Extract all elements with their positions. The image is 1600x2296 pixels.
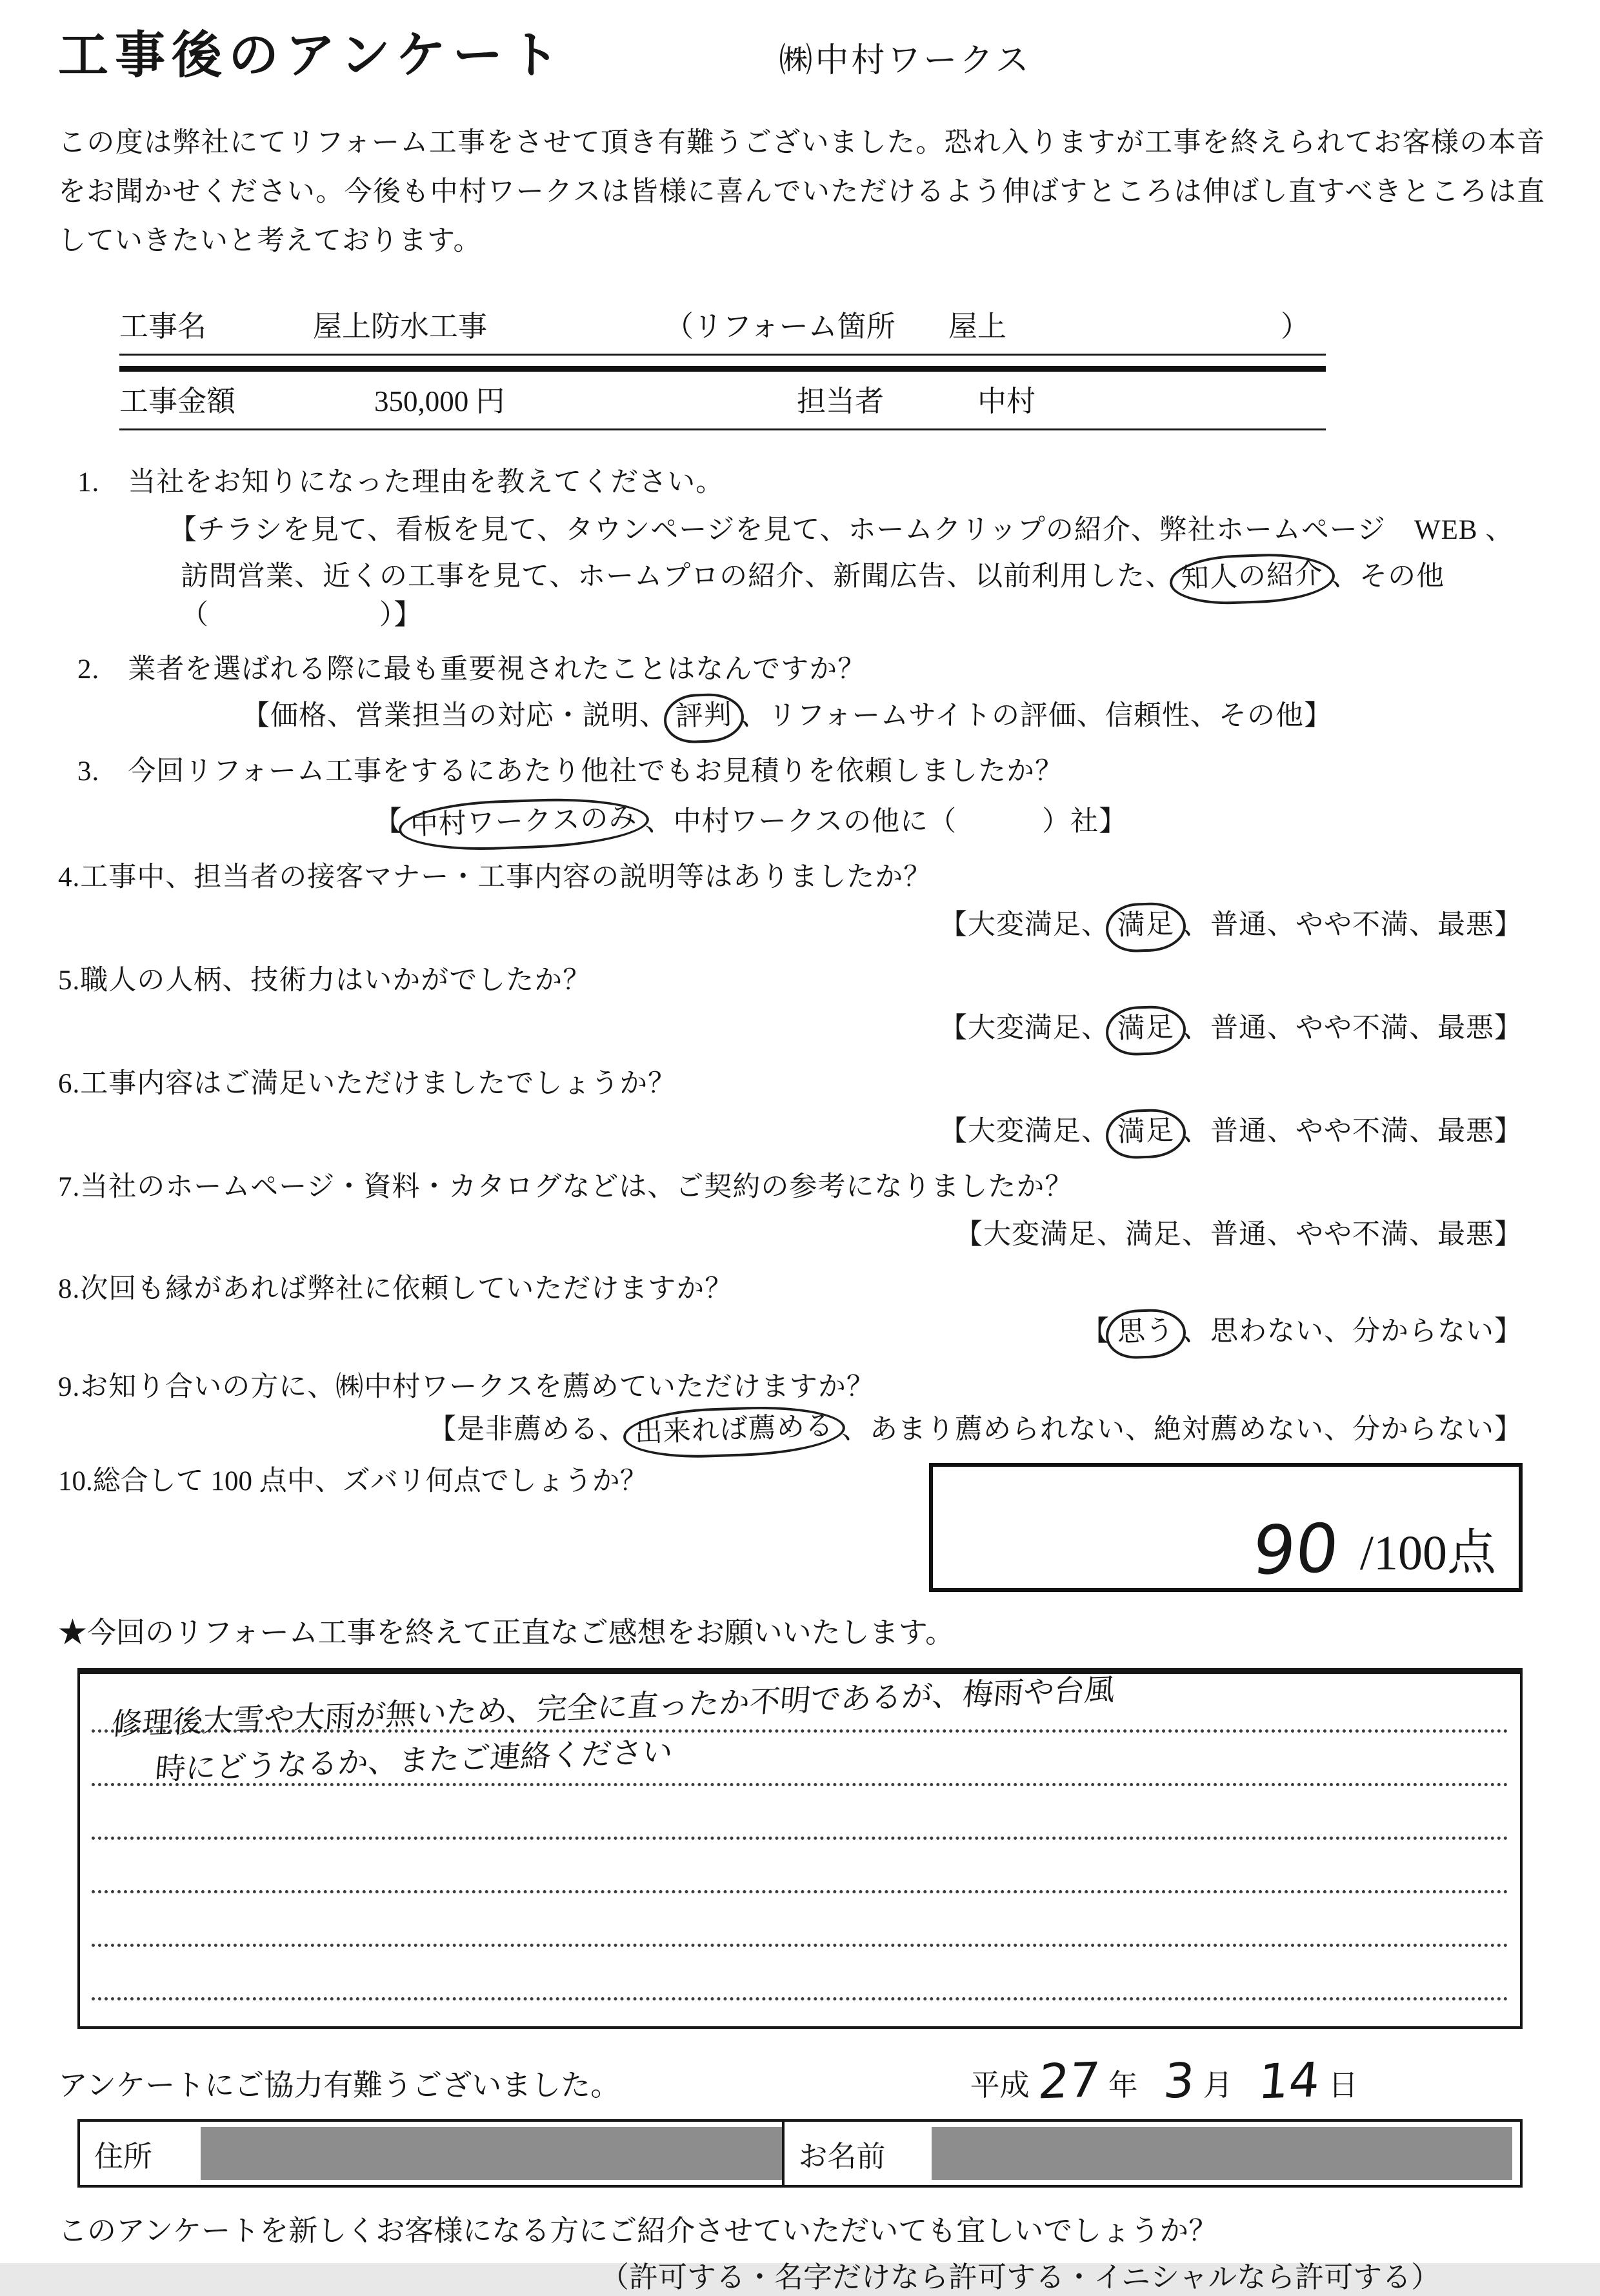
question-4-options [58, 907, 1545, 945]
project-row-name [119, 307, 1326, 356]
footer-row [58, 2052, 1545, 2110]
address-name-table [77, 2119, 1523, 2188]
manager-value: 中村 [977, 385, 1036, 418]
project-amount-label: 工事金額 [119, 385, 236, 418]
question-4: 4.工事中、担当者の接客マナー・工事内容の説明等はありましたか？ [58, 862, 932, 892]
question-3: 3. 今回リフォーム工事をするにあたり他社でもお見積りを依頼しましたか？ [77, 756, 1064, 787]
project-row-amount [119, 382, 1326, 430]
page-title: 工事後のアンケート [58, 27, 566, 83]
q8-options-post: 、思わない、分からない】 [1182, 1316, 1523, 1347]
q6-options-post: 、普通、やや不満、最悪】 [1182, 1116, 1523, 1147]
q3-options-pre: 【 [374, 807, 403, 837]
month-handwritten: 3 [1161, 2053, 1197, 2110]
question-9: 9.お知り合いの方に、㈱中村ワークスを薦めていただけますか？ [58, 1372, 875, 1402]
comment-line-6 [92, 1947, 1508, 2000]
q2-options-post: 、リフォームサイトの評価、信頼性、その他】 [740, 701, 1332, 731]
document-header [58, 26, 1545, 85]
address-label: 住所 [94, 2140, 153, 2173]
q3-selected-answer: 中村ワークスのみ [398, 795, 650, 852]
q4-options-post: 、普通、やや不満、最悪】 [1182, 910, 1523, 940]
question-10-row [58, 1463, 1545, 1592]
q6-options-pre: 【大変満足、 [939, 1116, 1110, 1147]
question-8: 8.次回も縁があれば弊社に依頼していただけますか？ [58, 1274, 734, 1304]
question-9-options [58, 1411, 1545, 1450]
q9-options-post: 、あまり薦められない、絶対薦めない、分からない】 [841, 1415, 1523, 1445]
reform-location-label: （リフォーム箇所 [665, 310, 895, 343]
q1-options-post: 、その他（ ）】 [181, 561, 1445, 630]
comment-line-1 [92, 1671, 1508, 1743]
question-5: 5.職人の人柄、技術力はいかがでしたか？ [58, 965, 592, 996]
comment-line-5 [92, 1893, 1508, 1947]
name-label: お名前 [782, 2122, 924, 2185]
question-7: 7.当社のホームページ・資料・カタログなどは、ご契約の参考になりましたか？ [58, 1172, 1074, 1202]
consent-question: このアンケートを新しくお客様になる方にご紹介させていただいても宜しいでしょうか？ [58, 2215, 1218, 2247]
month-unit: 月 [1203, 2069, 1233, 2102]
thanks-text: アンケートにご協力有難うございました。 [58, 2069, 621, 2102]
q8-options-pre: 【 [1081, 1316, 1110, 1347]
question-3-options [374, 803, 1545, 842]
question-6-options [58, 1113, 1545, 1152]
project-name-label: 工事名 [119, 310, 207, 343]
question-8-options [58, 1313, 1545, 1352]
project-name-value: 屋上防水工事 [313, 310, 488, 343]
comment-line-3 [92, 1786, 1508, 1840]
project-amount-value: 350,000 円 [374, 385, 505, 418]
divider-rule [119, 366, 1326, 372]
q1-selected-answer: 知人の紹介 [1169, 552, 1335, 607]
question-1: 1. 当社をお知りになった理由を教えてください。 [77, 467, 725, 498]
q3-options-post: 、中村ワークスの他に（ ）社】 [645, 807, 1128, 837]
score-handwritten-value: 90 [1248, 1508, 1342, 1591]
feedback-prompt: ★今回のリフォーム工事を終えて正直なご感想をお願いいたします。 [58, 1616, 955, 1649]
comment-line-2 [92, 1733, 1508, 1786]
handwritten-comment-line1: 修理後大雪や大雨が無いため、完全に直ったか不明であるが、梅雨や台風 [110, 1671, 1117, 1743]
q5-options-pre: 【大変満足、 [939, 1013, 1110, 1043]
q4-selected-answer: 満足 [1105, 901, 1187, 953]
intro-paragraph: この度は弊社にてリフォーム工事をさせて頂き有難うございました。恐れ入りますが工事を終えられてお客様の本音をお聞かせください。今後も中村ワークスは皆様に喜んでいただけるよう伸ばすところは伸ばし直すべきところは直していきたいと考えております。 [58, 128, 1545, 256]
question-10: 10.総合して 100 点中、ズバリ何点でしょうか？ [58, 1466, 648, 1496]
year-unit: 年 [1108, 2069, 1138, 2102]
project-info-table [119, 307, 1326, 430]
question-7-options: 【大変満足、満足、普通、やや不満、最悪】 [955, 1220, 1523, 1250]
q4-options-pre: 【大変満足、 [939, 910, 1110, 940]
q9-selected-answer: 出来れば薦める [623, 1404, 846, 1460]
q2-options-pre: 【価格、営業担当の対応・説明、 [242, 701, 668, 731]
q1-options-pre: 訪問営業、近くの工事を見て、ホームプロの紹介、新聞広告、以前利用した、 [181, 561, 1174, 592]
comment-line-4 [92, 1840, 1508, 1893]
reform-location-value: 屋上 [948, 310, 1007, 343]
day-unit: 日 [1328, 2069, 1358, 2102]
era-label: 平成 [970, 2069, 1030, 2102]
feedback-comment-box [77, 1668, 1523, 2029]
reform-location-close-paren: ） [1280, 310, 1310, 343]
q9-options-pre: 【是非薦める、 [428, 1415, 627, 1445]
company-name: ㈱中村ワークス [779, 43, 1032, 79]
q5-selected-answer: 満足 [1105, 1005, 1187, 1056]
q2-selected-answer: 評判 [663, 692, 745, 744]
q8-selected-answer: 思う [1105, 1308, 1187, 1360]
question-2: 2. 業者を選ばれる際に最も重要視されたことはなんですか？ [77, 654, 866, 685]
question-6: 6.工事内容はご満足いただけましたでしょうか？ [58, 1069, 677, 1099]
score-denominator: /100点 [1359, 1526, 1496, 1580]
date-line [970, 2052, 1358, 2110]
score-box [929, 1463, 1523, 1592]
handwritten-comment-line2: 時にどうなるか、またご連絡ください [154, 1734, 674, 1787]
manager-label: 担当者 [797, 385, 885, 418]
q5-options-post: 、普通、やや不満、最悪】 [1182, 1013, 1523, 1043]
consent-options: （許可する・名字だけなら許可する・イニシャルなら許可する） [600, 2261, 1441, 2293]
question-1-options-line2 [181, 558, 1545, 634]
question-1-options-line1: 【チラシを見て、看板を見て、タウンページを見て、ホームクリップの紹介、弊社ホームページ WEB 、 [169, 515, 1514, 545]
question-5-options [58, 1010, 1545, 1049]
address-redaction-box [201, 2127, 782, 2180]
name-redaction-box [932, 2127, 1513, 2180]
question-2-options [242, 698, 1545, 736]
year-handwritten: 27 [1035, 2052, 1102, 2110]
q6-selected-answer: 満足 [1105, 1108, 1187, 1160]
day-handwritten: 14 [1255, 2052, 1322, 2110]
